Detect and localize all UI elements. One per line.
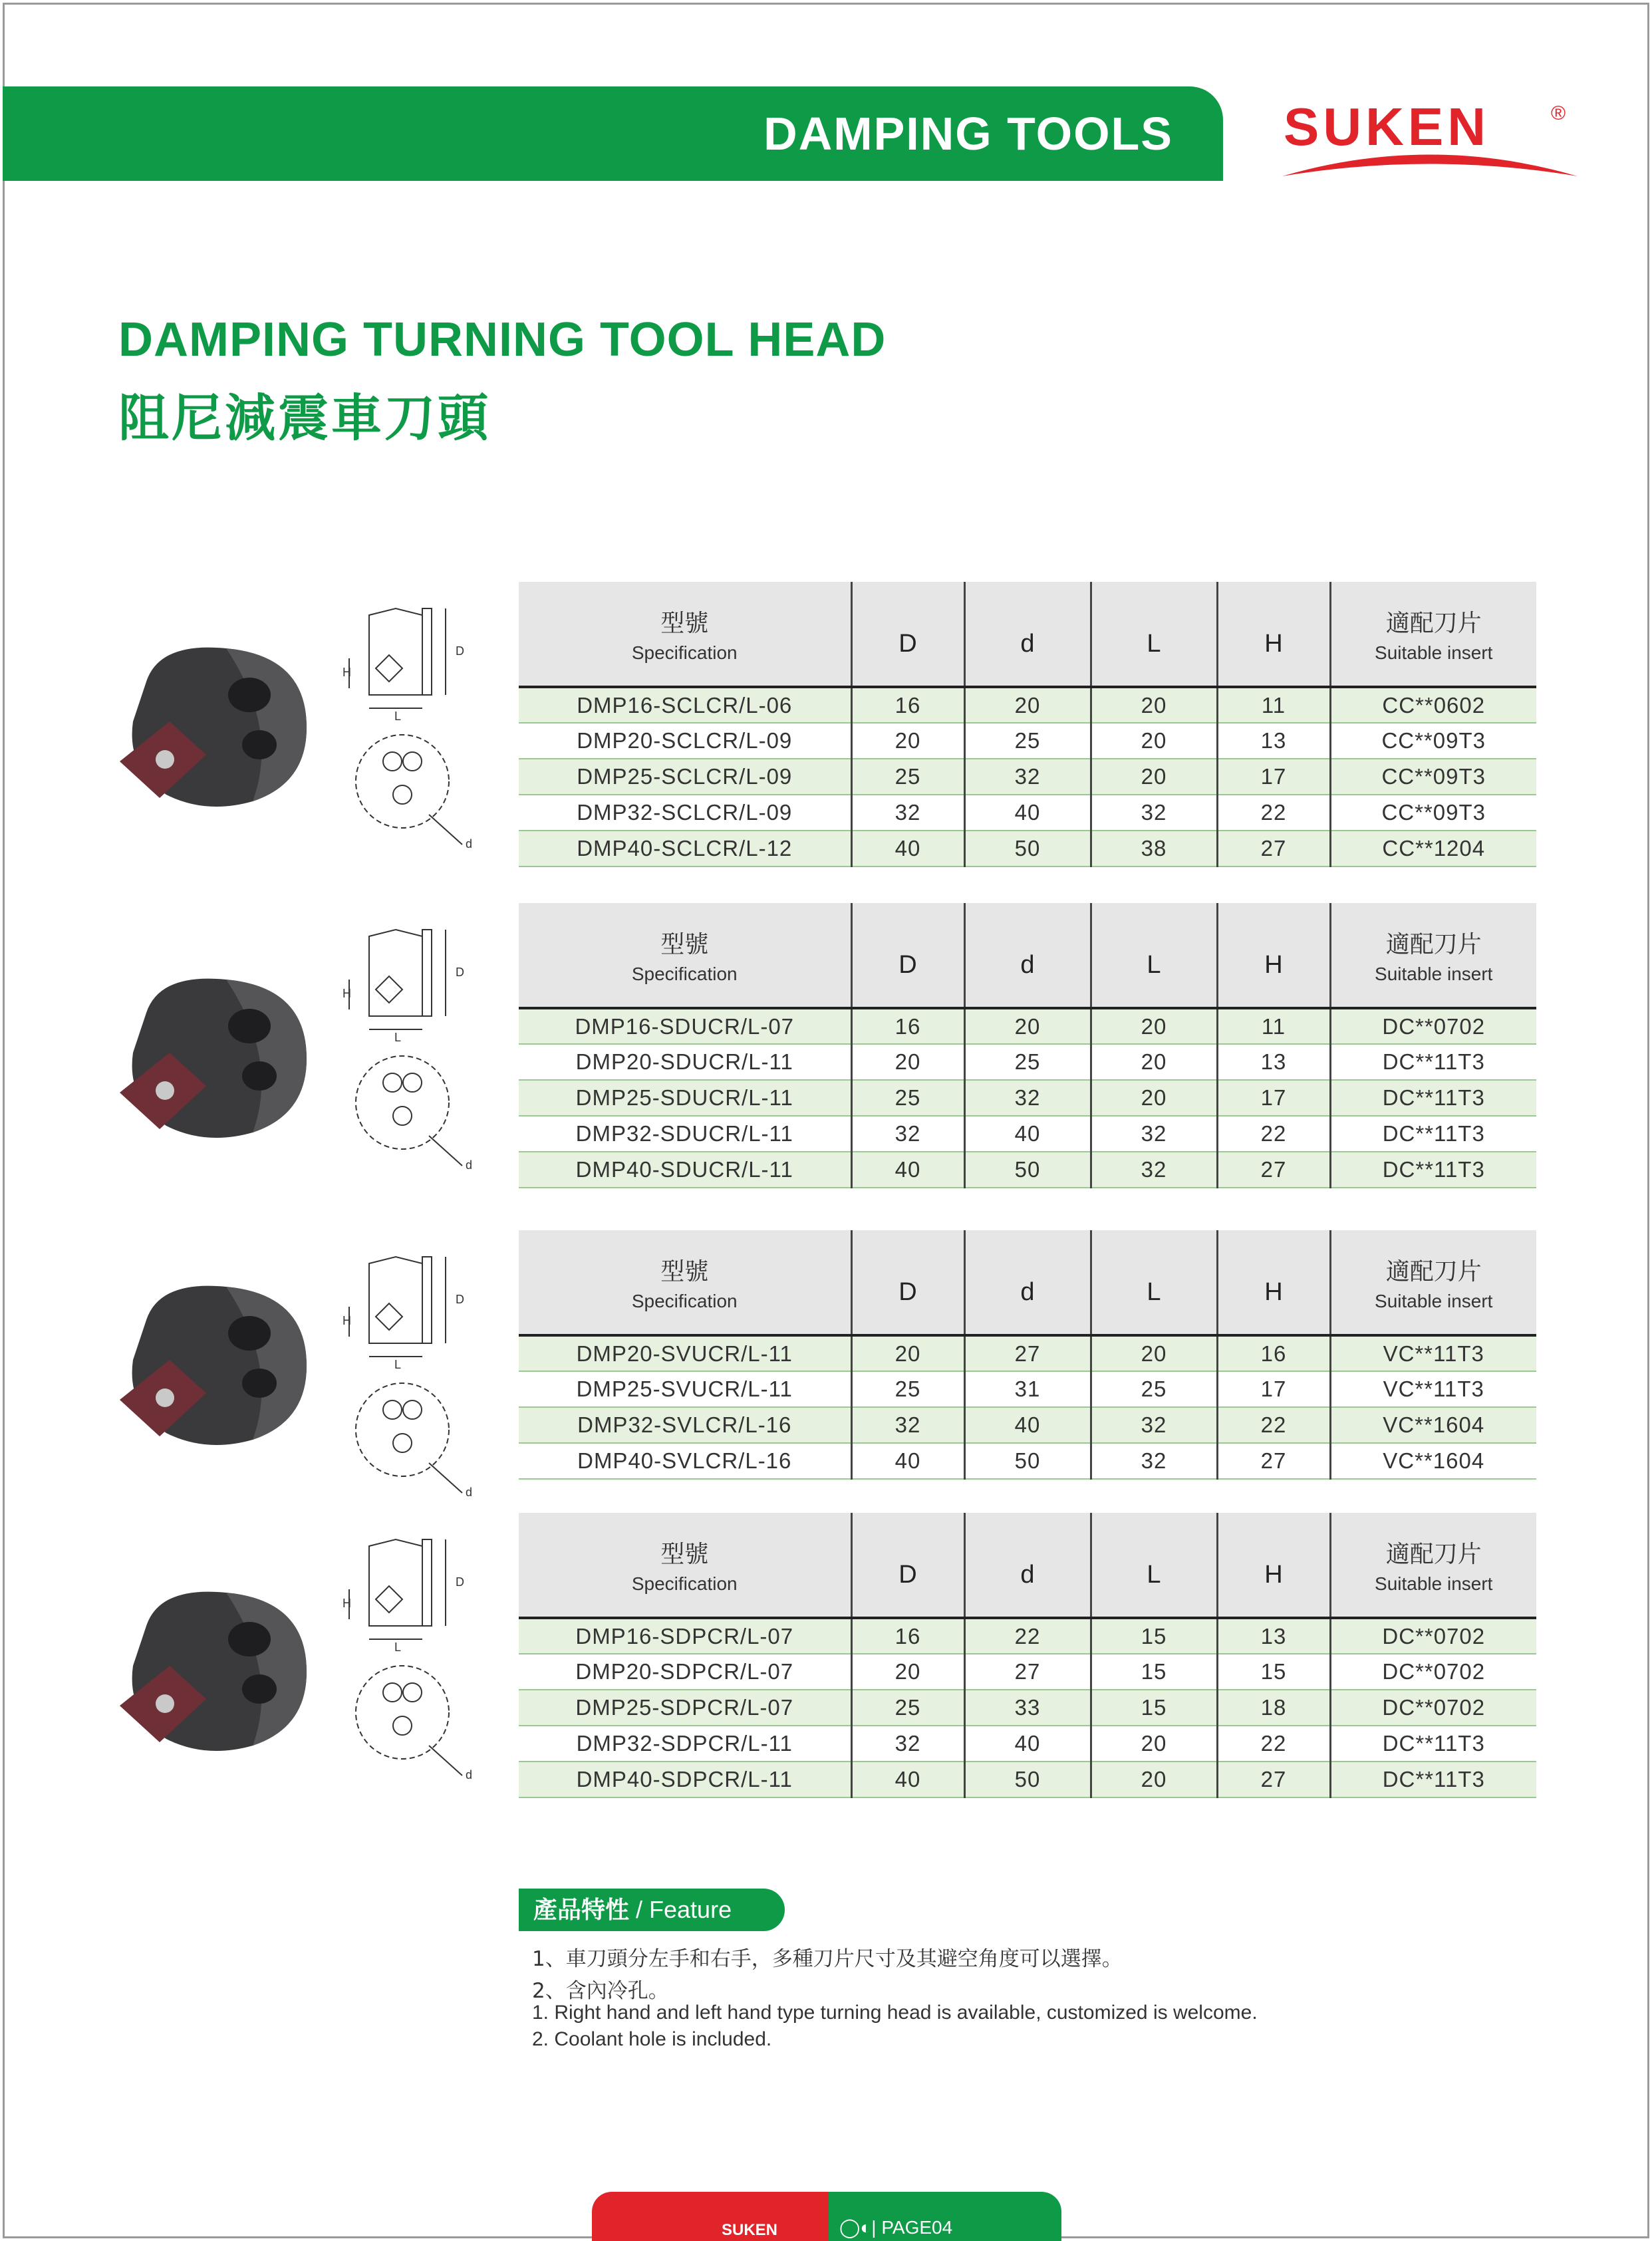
dimension-cell: 17: [1217, 1080, 1330, 1116]
dimension-cell: 40: [964, 1116, 1091, 1152]
dimension-cell: 25: [964, 1044, 1091, 1080]
spec-cell: DMP40-SVLCR/L-16: [577, 1448, 792, 1473]
spec-cell: DMP32-SVLCR/L-16: [577, 1412, 792, 1437]
drawing-label-d: d: [466, 1486, 473, 1499]
insert-cell: DC**0702: [1330, 1618, 1536, 1654]
dimension-cell: 20: [1091, 687, 1217, 723]
insert-cell: VC**11T3: [1330, 1335, 1536, 1371]
insert-cell: DC**11T3: [1330, 1044, 1536, 1080]
spec-cell: DMP20-SCLCR/L-09: [577, 728, 793, 753]
drawing-label-L: L: [394, 710, 402, 723]
table-row: [519, 723, 1536, 759]
registered-mark: ®: [1551, 102, 1566, 124]
spec-cell: DMP25-SDUCR/L-11: [575, 1085, 793, 1110]
dimension-cell: 32: [964, 759, 1091, 795]
section-header-band: [3, 86, 1223, 181]
insert-cell: DC**11T3: [1330, 1116, 1536, 1152]
spec-table: [519, 1230, 1536, 1480]
insert-cell: VC**1604: [1330, 1443, 1536, 1479]
feature-label: [519, 1889, 785, 1931]
table-row: [519, 1116, 1536, 1152]
table-row: [519, 795, 1536, 831]
table-row: [519, 1690, 1536, 1726]
table-row: [519, 831, 1536, 866]
dimension-cell: 25: [851, 759, 964, 795]
header-D: D: [851, 903, 964, 1008]
dimension-cell: 27: [1217, 1762, 1330, 1797]
drawing-label-H: H: [343, 666, 351, 679]
dimension-cell: 16: [851, 1008, 964, 1044]
dimension-drawing: [329, 1526, 495, 1792]
spec-cell: DMP25-SCLCR/L-09: [577, 764, 793, 789]
dimension-cell: 20: [1091, 1080, 1217, 1116]
tool-head-photo: [106, 622, 319, 821]
dimension-cell: 40: [851, 831, 964, 866]
dimension-cell: 13: [1217, 1044, 1330, 1080]
feature-label-zh: 產品特性: [533, 1897, 630, 1924]
header-suitable-insert: 適配刀片 Suitable insert: [1330, 1513, 1536, 1618]
dimension-cell: 22: [1217, 1407, 1330, 1443]
header-L: L: [1091, 1230, 1217, 1335]
insert-cell: CC**09T3: [1330, 795, 1536, 831]
header-H: H: [1217, 582, 1330, 687]
spec-table: [519, 582, 1536, 867]
header-d: d: [964, 903, 1091, 1008]
dimension-cell: 20: [851, 1335, 964, 1371]
insert-cell: DC**0702: [1330, 1690, 1536, 1726]
header-d: d: [964, 582, 1091, 687]
dimension-cell: 20: [1091, 1335, 1217, 1371]
dimension-cell: 18: [1217, 1690, 1330, 1726]
page-title-en: DAMPING TURNING TOOL HEAD: [118, 313, 887, 366]
dimension-cell: 20: [851, 723, 964, 759]
table-row: [519, 1726, 1536, 1762]
spec-cell: DMP20-SDUCR/L-11: [575, 1049, 793, 1074]
drawing-label-H: H: [343, 1597, 351, 1610]
spec-cell: DMP16-SCLCR/L-06: [577, 692, 793, 718]
spec-table: [519, 1513, 1536, 1798]
drawing-label-L: L: [394, 1031, 402, 1044]
header-L: L: [1091, 582, 1217, 687]
dimension-cell: 20: [1091, 759, 1217, 795]
dimension-cell: 40: [964, 1726, 1091, 1762]
feature-zh-1: 1、車刀頭分左手和右手，多種刀片尺寸及其避空角度可以選擇。: [532, 1947, 1123, 1971]
dimension-cell: 40: [964, 795, 1091, 831]
header-d: d: [964, 1513, 1091, 1618]
spec-cell: DMP20-SDPCR/L-07: [575, 1659, 794, 1684]
dimension-cell: 32: [1091, 795, 1217, 831]
drawing-label-d: d: [466, 1768, 473, 1781]
table-row: [519, 1152, 1536, 1188]
dimension-cell: 40: [851, 1762, 964, 1797]
page-number: [839, 2216, 952, 2238]
spec-cell: DMP16-SDUCR/L-07: [575, 1013, 795, 1039]
dimension-cell: 25: [851, 1080, 964, 1116]
table-row: [519, 1044, 1536, 1080]
dimension-cell: 20: [1091, 1008, 1217, 1044]
header-D: D: [851, 1513, 964, 1618]
insert-cell: VC**1604: [1330, 1407, 1536, 1443]
table-row: [519, 1008, 1536, 1044]
table-row: [519, 1080, 1536, 1116]
dimension-cell: 20: [1091, 723, 1217, 759]
feature-label-en: / Feature: [629, 1896, 732, 1923]
drawing-label-D: D: [456, 1293, 464, 1306]
dimension-cell: 27: [1217, 1152, 1330, 1188]
tool-head-photo: [106, 1260, 319, 1460]
insert-cell: CC**0602: [1330, 687, 1536, 723]
feature-en-1: 1. Right hand and left hand type turning head is available, customized is welcome.: [532, 2002, 1258, 2024]
table-row: [519, 1654, 1536, 1690]
dimension-cell: 27: [964, 1335, 1091, 1371]
dimension-cell: 32: [851, 795, 964, 831]
dimension-drawing: [329, 1244, 495, 1510]
dimension-cell: 15: [1091, 1654, 1217, 1690]
insert-cell: CC**1204: [1330, 831, 1536, 866]
feature-zh-2: 2、含內冷孔。: [532, 1979, 669, 2003]
dimension-cell: 20: [851, 1044, 964, 1080]
dimension-cell: 25: [964, 723, 1091, 759]
insert-cell: DC**0702: [1330, 1008, 1536, 1044]
drawing-label-D: D: [456, 1575, 464, 1589]
page-nav-icon: ◯◐|: [839, 2217, 882, 2238]
spec-cell: DMP32-SDPCR/L-11: [576, 1731, 793, 1756]
dimension-cell: 16: [851, 1618, 964, 1654]
dimension-cell: 20: [1091, 1762, 1217, 1797]
dimension-cell: 22: [964, 1618, 1091, 1654]
insert-cell: VC**11T3: [1330, 1371, 1536, 1407]
dimension-cell: 22: [1217, 1116, 1330, 1152]
feature-en-2: 2. Coolant hole is included.: [532, 2028, 772, 2050]
dimension-cell: 20: [1091, 1044, 1217, 1080]
dimension-cell: 16: [1217, 1335, 1330, 1371]
dimension-cell: 20: [851, 1654, 964, 1690]
header-d: d: [964, 1230, 1091, 1335]
table-row: [519, 1618, 1536, 1654]
spec-cell: DMP32-SCLCR/L-09: [577, 800, 793, 825]
drawing-label-D: D: [456, 644, 464, 658]
drawing-label-D: D: [456, 966, 464, 979]
dimension-cell: 32: [851, 1116, 964, 1152]
dimension-cell: 25: [1091, 1371, 1217, 1407]
header-specification: 型號 Specification: [631, 1540, 738, 1594]
spec-cell: DMP32-SDUCR/L-11: [575, 1121, 793, 1146]
dimension-cell: 50: [964, 1152, 1091, 1188]
table-row: [519, 1407, 1536, 1443]
insert-cell: DC**11T3: [1330, 1152, 1536, 1188]
dimension-cell: 22: [1217, 795, 1330, 831]
insert-cell: CC**09T3: [1330, 759, 1536, 795]
header-L: L: [1091, 903, 1217, 1008]
spec-cell: DMP40-SCLCR/L-12: [577, 836, 793, 860]
page-number-text: PAGE04: [881, 2217, 953, 2238]
spec-cell: DMP25-SVUCR/L-11: [576, 1377, 793, 1401]
insert-cell: DC**11T3: [1330, 1726, 1536, 1762]
dimension-cell: 40: [851, 1443, 964, 1479]
dimension-cell: 32: [851, 1407, 964, 1443]
dimension-cell: 15: [1217, 1654, 1330, 1690]
header-specification: 型號 Specification: [631, 1257, 738, 1311]
insert-cell: CC**09T3: [1330, 723, 1536, 759]
suken-logo: [1277, 93, 1583, 186]
header-H: H: [1217, 903, 1330, 1008]
header-suitable-insert: 適配刀片 Suitable insert: [1330, 582, 1536, 687]
dimension-cell: 20: [1091, 1726, 1217, 1762]
dimension-cell: 11: [1217, 1008, 1330, 1044]
dimension-cell: 27: [1217, 1443, 1330, 1479]
dimension-cell: 32: [1091, 1116, 1217, 1152]
dimension-cell: 11: [1217, 687, 1330, 723]
table-row: [519, 1335, 1536, 1371]
dimension-cell: 15: [1091, 1618, 1217, 1654]
dimension-cell: 32: [964, 1080, 1091, 1116]
drawing-label-H: H: [343, 987, 351, 1000]
dimension-cell: 25: [851, 1690, 964, 1726]
dimension-cell: 50: [964, 1443, 1091, 1479]
spec-cell: DMP40-SDUCR/L-11: [575, 1157, 793, 1182]
header-suitable-insert: 適配刀片 Suitable insert: [1330, 1230, 1536, 1335]
page-title-zh: 阻尼減震車刀頭: [118, 388, 491, 448]
insert-cell: DC**11T3: [1330, 1762, 1536, 1797]
header-specification: 型號 Specification: [631, 930, 738, 984]
dimension-cell: 17: [1217, 759, 1330, 795]
dimension-cell: 13: [1217, 1618, 1330, 1654]
drawing-label-L: L: [394, 1358, 402, 1371]
header-H: H: [1217, 1513, 1330, 1618]
dimension-cell: 16: [851, 687, 964, 723]
spec-table: [519, 903, 1536, 1188]
drawing-label-L: L: [394, 1641, 402, 1654]
dimension-drawing: [329, 595, 495, 861]
dimension-cell: 15: [1091, 1690, 1217, 1726]
table-row: [519, 1762, 1536, 1797]
dimension-cell: 27: [1217, 831, 1330, 866]
dimension-cell: 32: [1091, 1443, 1217, 1479]
table-row: [519, 1443, 1536, 1479]
spec-cell: DMP20-SVUCR/L-11: [576, 1341, 793, 1366]
dimension-cell: 32: [1091, 1152, 1217, 1188]
spec-cell: DMP25-SDPCR/L-07: [575, 1695, 794, 1720]
table-row: [519, 687, 1536, 723]
dimension-cell: 31: [964, 1371, 1091, 1407]
dimension-cell: 25: [851, 1371, 964, 1407]
table-row: [519, 1371, 1536, 1407]
dimension-cell: 33: [964, 1690, 1091, 1726]
section-title: DAMPING TOOLS: [763, 108, 1173, 160]
dimension-cell: 17: [1217, 1371, 1330, 1407]
dimension-cell: 20: [964, 1008, 1091, 1044]
dimension-cell: 50: [964, 1762, 1091, 1797]
logo-text: SUKEN: [1284, 97, 1490, 156]
header-suitable-insert: 適配刀片 Suitable insert: [1330, 903, 1536, 1008]
spec-cell: DMP16-SDPCR/L-07: [575, 1623, 794, 1648]
dimension-cell: 50: [964, 831, 1091, 866]
footer-logo: SUKEN: [722, 2221, 778, 2239]
drawing-label-d: d: [466, 837, 473, 851]
dimension-cell: 13: [1217, 723, 1330, 759]
dimension-cell: 32: [851, 1726, 964, 1762]
header-H: H: [1217, 1230, 1330, 1335]
dimension-drawing: [329, 916, 495, 1182]
dimension-cell: 40: [964, 1407, 1091, 1443]
dimension-cell: 22: [1217, 1726, 1330, 1762]
dimension-cell: 27: [964, 1654, 1091, 1690]
header-D: D: [851, 1230, 964, 1335]
dimension-cell: 40: [851, 1152, 964, 1188]
drawing-label-H: H: [343, 1314, 351, 1327]
header-L: L: [1091, 1513, 1217, 1618]
table-row: [519, 759, 1536, 795]
insert-cell: DC**11T3: [1330, 1080, 1536, 1116]
dimension-cell: 38: [1091, 831, 1217, 866]
dimension-cell: 32: [1091, 1407, 1217, 1443]
drawing-label-d: d: [466, 1158, 473, 1172]
tool-head-photo: [106, 953, 319, 1152]
insert-cell: DC**0702: [1330, 1654, 1536, 1690]
spec-cell: DMP40-SDPCR/L-11: [576, 1767, 793, 1791]
header-D: D: [851, 582, 964, 687]
header-specification: 型號 Specification: [631, 609, 738, 663]
tool-head-photo: [106, 1566, 319, 1766]
dimension-cell: 20: [964, 687, 1091, 723]
